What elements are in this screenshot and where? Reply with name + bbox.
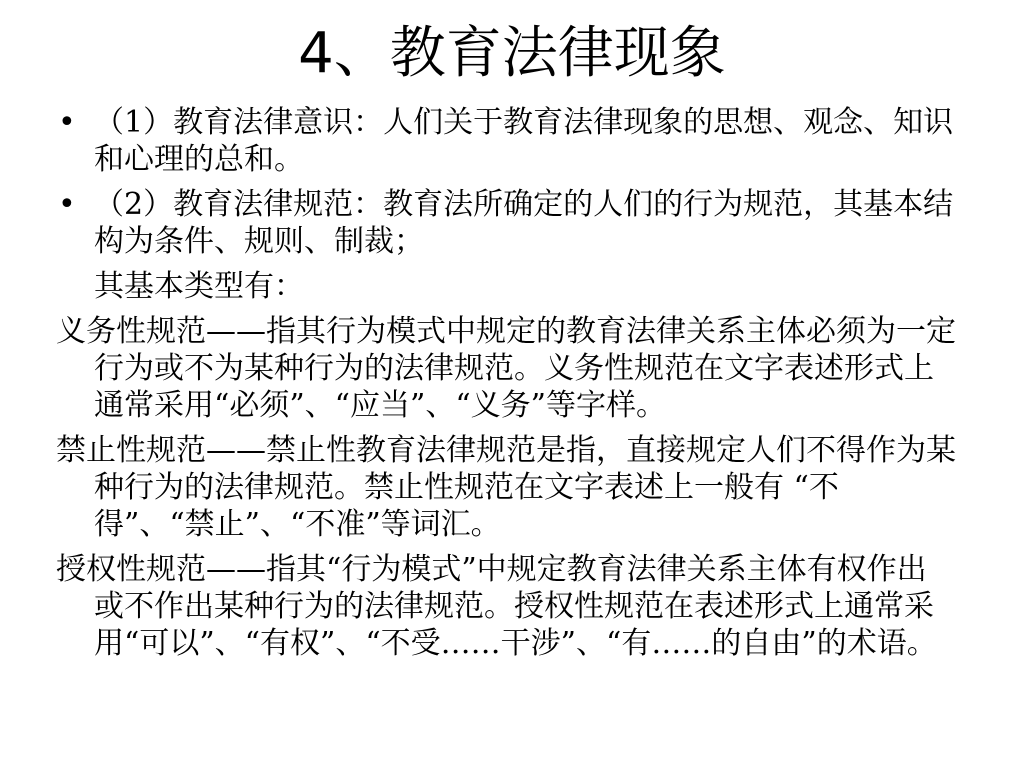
basic-types-line: 其基本类型有： (94, 269, 304, 304)
bullet-text: （2）教育法律规范：教育法所确定的人们的行为规范，其基本结构为条件、规则、制裁； (94, 187, 954, 259)
bullet-dot-icon: • (58, 105, 76, 140)
bullet-dot-icon: • (58, 187, 76, 222)
bullet-item-1 (56, 104, 956, 178)
slide-content (56, 104, 956, 670)
paragraph-obligatory-norm: 义务性规范——指其行为模式中规定的教育法律关系主体必须为一定行为或不为某种行为的法律规范。义务性规范在文字表述形式上通常采用“必须”、“应当”、“义务”等字样。 (56, 314, 956, 423)
paragraph-authorizing-norm: 授权性规范——指其“行为模式”中规定教育法律关系主体有权作出或不作出某种行为的法律规范。授权性规范在表述形式上通常采用“可以”、“有权”、“不受……干涉”、“有……的自由”的术语。 (56, 552, 937, 661)
bullet-item-2 (56, 186, 956, 260)
paragraph-prohibitive-norm: 禁止性规范——禁止性教育法律规范是指，直接规定人们不得作为某种行为的法律规范。禁止性规范在文字表述上一般有 “不得”、“禁止”、“不准”等词汇。 (56, 433, 956, 542)
bullet-text: （1）教育法律意识：人们关于教育法律现象的思想、观念、知识和心理的总和。 (94, 105, 954, 177)
slide-title: 4、教育法律现象 (298, 21, 726, 86)
